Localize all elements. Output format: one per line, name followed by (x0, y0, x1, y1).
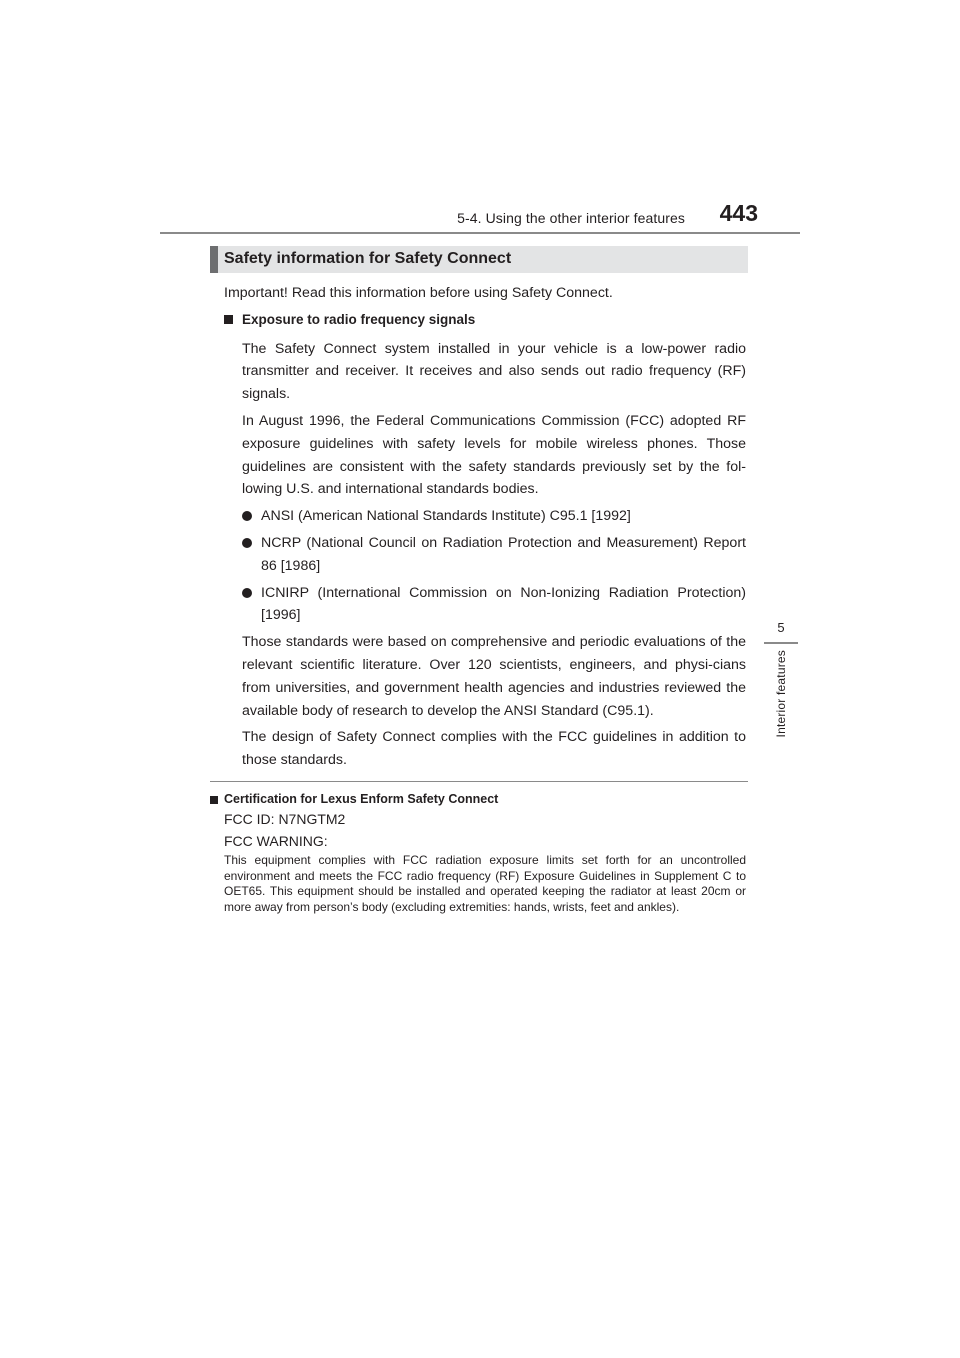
certification-heading-text: Certification for Lexus Enform Safety Connect (224, 792, 499, 806)
bullet-item (224, 532, 746, 578)
paragraph-4: The design of Safety Connect complies with the FCC guidelines in addition to those standards. (242, 729, 746, 769)
chapter-number: 5 (777, 620, 785, 635)
section-heading-box (210, 246, 748, 273)
fcc-warning-label: FCC WARNING: (224, 833, 328, 849)
bullet-dot-icon (242, 588, 252, 598)
bullet-text: ICNIRP (International Commission on Non-Ionizing Radiation Protection) [1996] (261, 584, 746, 624)
subheading (224, 309, 746, 332)
section-divider (210, 781, 748, 782)
paragraph-1: The Safety Connect system installed in your vehicle is a low-power radio transmitter and receiver. It receives and also sends out radio frequency (RF) signals. (242, 340, 746, 403)
chapter-tab-divider (764, 642, 798, 644)
paragraph-3: Those standards were based on comprehensive and periodic evaluations of the relevant scientific literature. Over 120 scientists, engineers, and physi-cians from universities, and government health agencies and industries reviewed the available body of research to develop the ANSI Standard (C95.1). (242, 634, 746, 719)
bullet-item (224, 582, 746, 628)
page-number: 443 (719, 200, 758, 226)
certification-block (210, 792, 746, 915)
bullet-dot-icon (242, 538, 252, 548)
square-bullet-icon (224, 315, 233, 324)
page-header (160, 196, 800, 236)
section-title: 5-4. Using the other interior features (457, 210, 685, 226)
main-content (224, 282, 746, 776)
certification-heading (210, 792, 746, 806)
paragraph-2: In August 1996, the Federal Communications Commission (FCC) adopted RF exposure guidelines with safety levels for mobile wireless phones. Those guidelines are consistent with the safety standards previously set by the fol-lowing U.S. and international standards bodies. (242, 412, 746, 498)
bullet-dot-icon (242, 511, 252, 521)
square-bullet-icon (210, 796, 218, 804)
chapter-label: Interior features (774, 650, 788, 738)
subheading-text: Exposure to radio frequency signals (242, 311, 476, 327)
fcc-id: FCC ID: N7NGTM2 (224, 811, 346, 827)
intro-text: Important! Read this information before using Safety Connect. (224, 285, 613, 301)
bullet-text: NCRP (National Council on Radiation Protection and Measurement) Report 86 [1986] (261, 534, 746, 574)
fcc-warning-text: This equipment complies with FCC radiation exposure limits set forth for an uncontrolled environment and meets the FCC radio frequency (RF) Exposure Guidelines in Supplement C to OET65. This equipment should be installed and operated keeping the radiator at least 20cm or more away from person’s body (excluding extremities: hands, wrists, feet and ankles). (224, 853, 746, 914)
heading-accent-bar (210, 246, 218, 273)
chapter-tab (764, 620, 798, 784)
header-divider (160, 232, 800, 234)
section-heading: Safety information for Safety Connect (224, 250, 512, 267)
bullet-item (224, 505, 746, 528)
bullet-text: ANSI (American National Standards Institute) C95.1 [1992] (261, 508, 631, 525)
